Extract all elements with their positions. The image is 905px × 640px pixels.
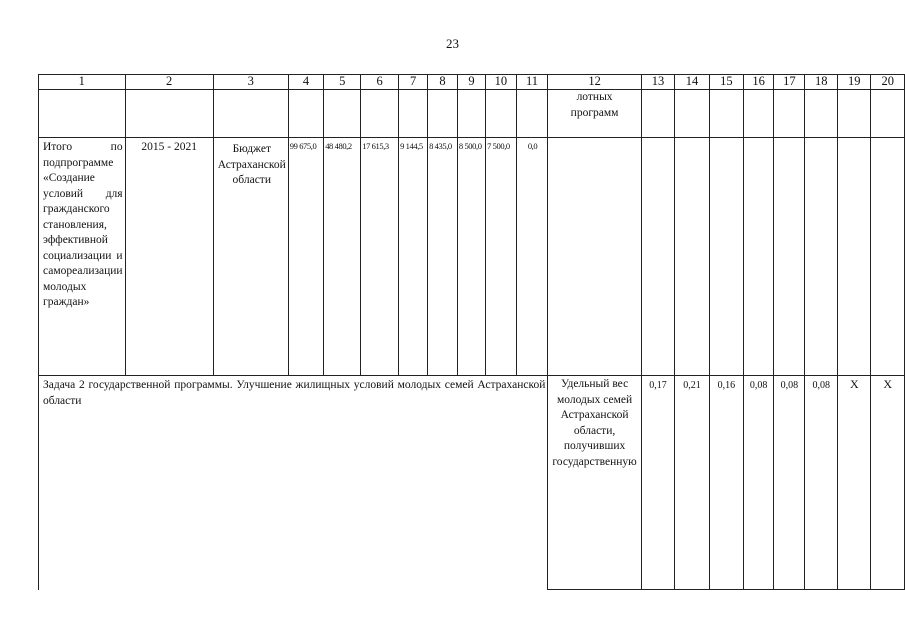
header-cell: 13	[641, 75, 675, 90]
indicator-cell: Удельный вес молодых семей Астраханской области, получивших государственную	[548, 376, 641, 590]
header-cell: 15	[709, 75, 743, 90]
header-cell: 10	[486, 75, 517, 90]
value-cell: 0,08	[805, 376, 838, 590]
value-cell: 48 480,2	[324, 138, 361, 376]
task-description: Задача 2 государственной программы. Улучшение жилищных условий молодых семей Астраханской области	[39, 376, 548, 590]
value-cell: 0,0	[516, 138, 548, 376]
x-mark-cell: Х	[871, 376, 905, 590]
funding-source-cell: Бюджет Астраханской области	[213, 138, 288, 376]
header-cell: 4	[288, 75, 323, 90]
header-row	[39, 75, 905, 90]
header-cell: 18	[805, 75, 838, 90]
header-cell: 8	[428, 75, 458, 90]
header-cell: 7	[399, 75, 428, 90]
header-cell: 2	[125, 75, 213, 90]
page-number: 23	[446, 36, 459, 51]
value-cell: 8 435,0	[428, 138, 458, 376]
header-cell: 11	[516, 75, 548, 90]
header-cell: 1	[39, 75, 126, 90]
value-cell: 99 675,0	[288, 138, 323, 376]
header-cell: 3	[213, 75, 288, 90]
header-cell: 12	[548, 75, 641, 90]
continuation-row	[39, 90, 905, 138]
value-cell: 0,17	[641, 376, 675, 590]
value-cell: 9 144,5	[399, 138, 428, 376]
x-mark-cell: Х	[838, 376, 871, 590]
value-cell: 17 615,3	[361, 138, 399, 376]
continuation-cell: лотных программ	[548, 90, 641, 138]
subprogram-total-name: Итого по подпрограмме «Создание условий для гражданского становления, эффективной социализации и самореализации молодых граждан»	[39, 138, 126, 376]
value-cell: 0,08	[743, 376, 773, 590]
value-cell: 7 500,0	[486, 138, 517, 376]
total-row	[39, 138, 905, 376]
header-cell: 5	[324, 75, 361, 90]
task-row	[39, 376, 905, 590]
header-cell: 9	[457, 75, 485, 90]
value-cell: 0,21	[675, 376, 709, 590]
value-cell: 0,16	[709, 376, 743, 590]
header-cell: 17	[774, 75, 805, 90]
header-cell: 14	[675, 75, 709, 90]
header-cell: 16	[743, 75, 773, 90]
value-cell: 8 500,0	[457, 138, 485, 376]
value-cell: 0,08	[774, 376, 805, 590]
header-cell: 6	[361, 75, 399, 90]
header-cell: 20	[871, 75, 905, 90]
program-table	[38, 74, 905, 590]
header-cell: 19	[838, 75, 871, 90]
period-cell: 2015 - 2021	[125, 138, 213, 376]
